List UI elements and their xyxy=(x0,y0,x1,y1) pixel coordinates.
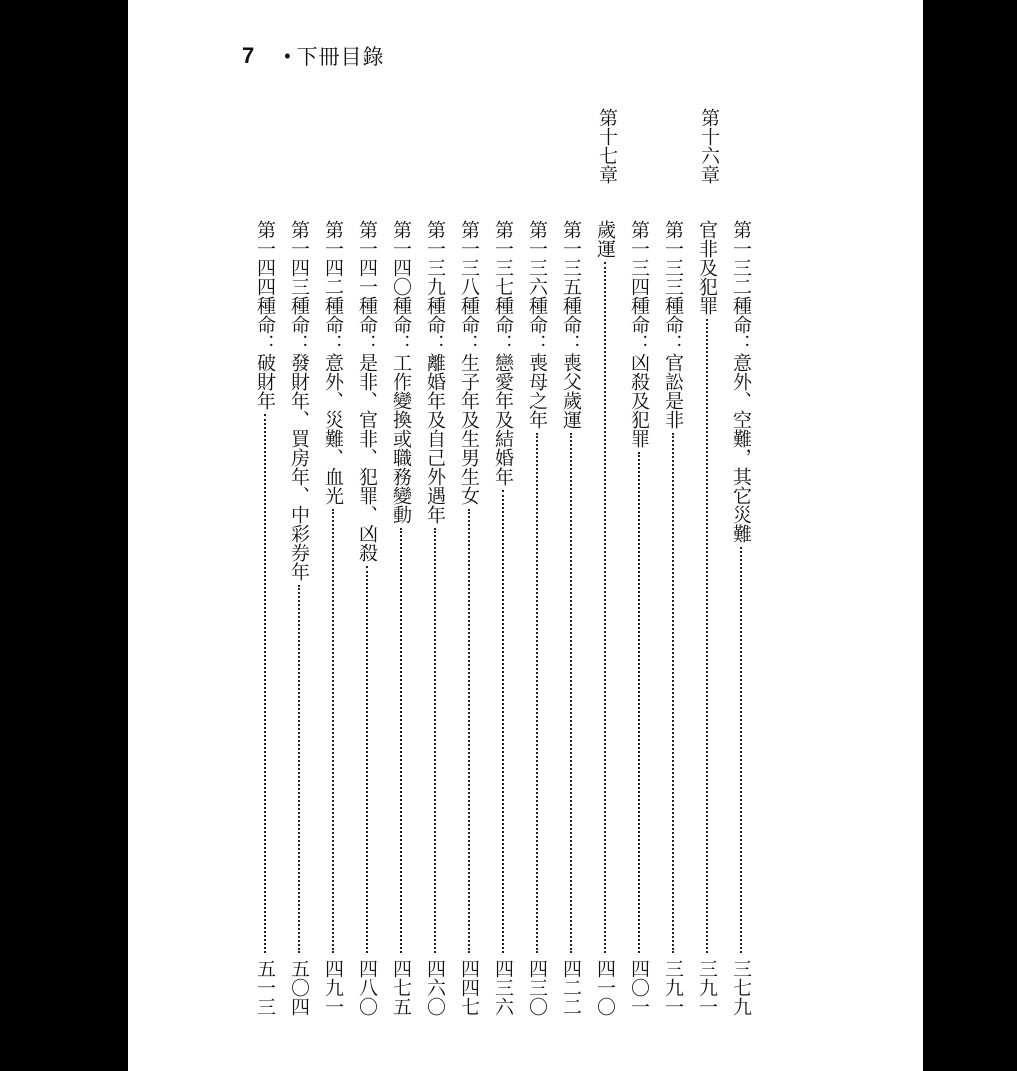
dot-leader xyxy=(570,433,572,953)
entry-page: 五一三 xyxy=(254,959,276,1016)
dot-leader xyxy=(672,433,674,953)
entry-page: 四九一 xyxy=(322,959,344,1016)
dot-leader xyxy=(332,509,334,953)
toc-entry[interactable] xyxy=(252,220,278,1016)
dot-leader xyxy=(298,585,300,953)
entry-title: 官非及犯罪 xyxy=(696,220,718,315)
dot-leader xyxy=(604,262,606,953)
toc-entry[interactable] xyxy=(558,220,584,1016)
toc-entry[interactable] xyxy=(490,220,516,1016)
bullet: • xyxy=(284,45,291,66)
entry-title: 第一三二種命：意外、空難，其它災難 xyxy=(730,220,752,543)
book-page xyxy=(128,0,923,1071)
dot-leader xyxy=(536,433,538,953)
entry-page: 四二二 xyxy=(560,959,582,1016)
toc-entry[interactable] xyxy=(524,220,550,1016)
dot-leader xyxy=(264,414,266,953)
page-number: 7 xyxy=(242,43,255,68)
dot-leader xyxy=(706,319,708,953)
entry-page: 四〇一 xyxy=(628,959,650,1016)
entry-title: 第一三四種命：凶殺及犯罪 xyxy=(628,220,650,448)
header-title: 下冊目錄 xyxy=(296,45,385,69)
entry-title: 第一四四種命：破財年 xyxy=(254,220,276,410)
page-header xyxy=(242,40,385,72)
dot-leader xyxy=(638,452,640,953)
toc-entry[interactable] xyxy=(456,220,482,1016)
toc-entry[interactable] xyxy=(388,220,414,1016)
entry-page: 四三六 xyxy=(492,959,514,1016)
entry-page: 四八〇 xyxy=(356,959,378,1016)
toc-entry[interactable] xyxy=(422,220,448,1016)
toc-entry[interactable] xyxy=(286,220,312,1016)
dot-leader xyxy=(400,528,402,953)
entry-title: 第一三七種命：戀愛年及結婚年 xyxy=(492,220,514,486)
entry-title: 第一三八種命：生子年及生男生女 xyxy=(458,220,480,505)
entry-title: 第一三三種命：官訟是非 xyxy=(662,220,684,429)
dot-leader xyxy=(434,528,436,953)
entry-page: 三七九 xyxy=(730,959,752,1016)
toc-entry[interactable] xyxy=(320,220,346,1016)
toc-entry[interactable] xyxy=(592,220,618,1016)
entry-page: 四七五 xyxy=(390,959,412,1016)
toc-entry[interactable] xyxy=(694,220,720,1016)
dot-leader xyxy=(366,566,368,953)
entry-title: 第一三六種命：喪母之年 xyxy=(526,220,548,429)
toc-entry[interactable] xyxy=(660,220,686,1016)
entry-page: 三九一 xyxy=(662,959,684,1016)
dot-leader xyxy=(468,509,470,953)
toc-entry[interactable] xyxy=(626,220,652,1016)
entry-page: 四一〇 xyxy=(594,959,616,1016)
entry-title: 第一四二種命：意外、災難、血光 xyxy=(322,220,344,505)
entry-title: 第一四一種命：是非、官非、犯罪、凶殺 xyxy=(356,220,378,562)
dot-leader xyxy=(740,547,742,953)
entry-page: 四六〇 xyxy=(424,959,446,1016)
entry-page: 四三〇 xyxy=(526,959,548,1016)
entry-page: 五〇四 xyxy=(288,959,310,1016)
dot-leader xyxy=(502,490,504,953)
entry-title: 第一三五種命：喪父歲運 xyxy=(560,220,582,429)
toc-entry[interactable] xyxy=(354,220,380,1016)
entry-title: 第一四三種命：發財年、買房年、中彩券年 xyxy=(288,220,310,581)
toc-entry[interactable] xyxy=(728,220,754,1016)
entry-title: 歲運 xyxy=(594,220,616,258)
chapter-heading-17: 第十七章 xyxy=(596,108,618,184)
entry-title: 第一三九種命：離婚年及自己外遇年 xyxy=(424,220,446,524)
entry-page: 三九一 xyxy=(696,959,718,1016)
entry-page: 四四七 xyxy=(458,959,480,1016)
entry-title: 第一四〇種命：工作變換或職務變動 xyxy=(390,220,412,524)
chapter-heading-16: 第十六章 xyxy=(698,108,720,184)
